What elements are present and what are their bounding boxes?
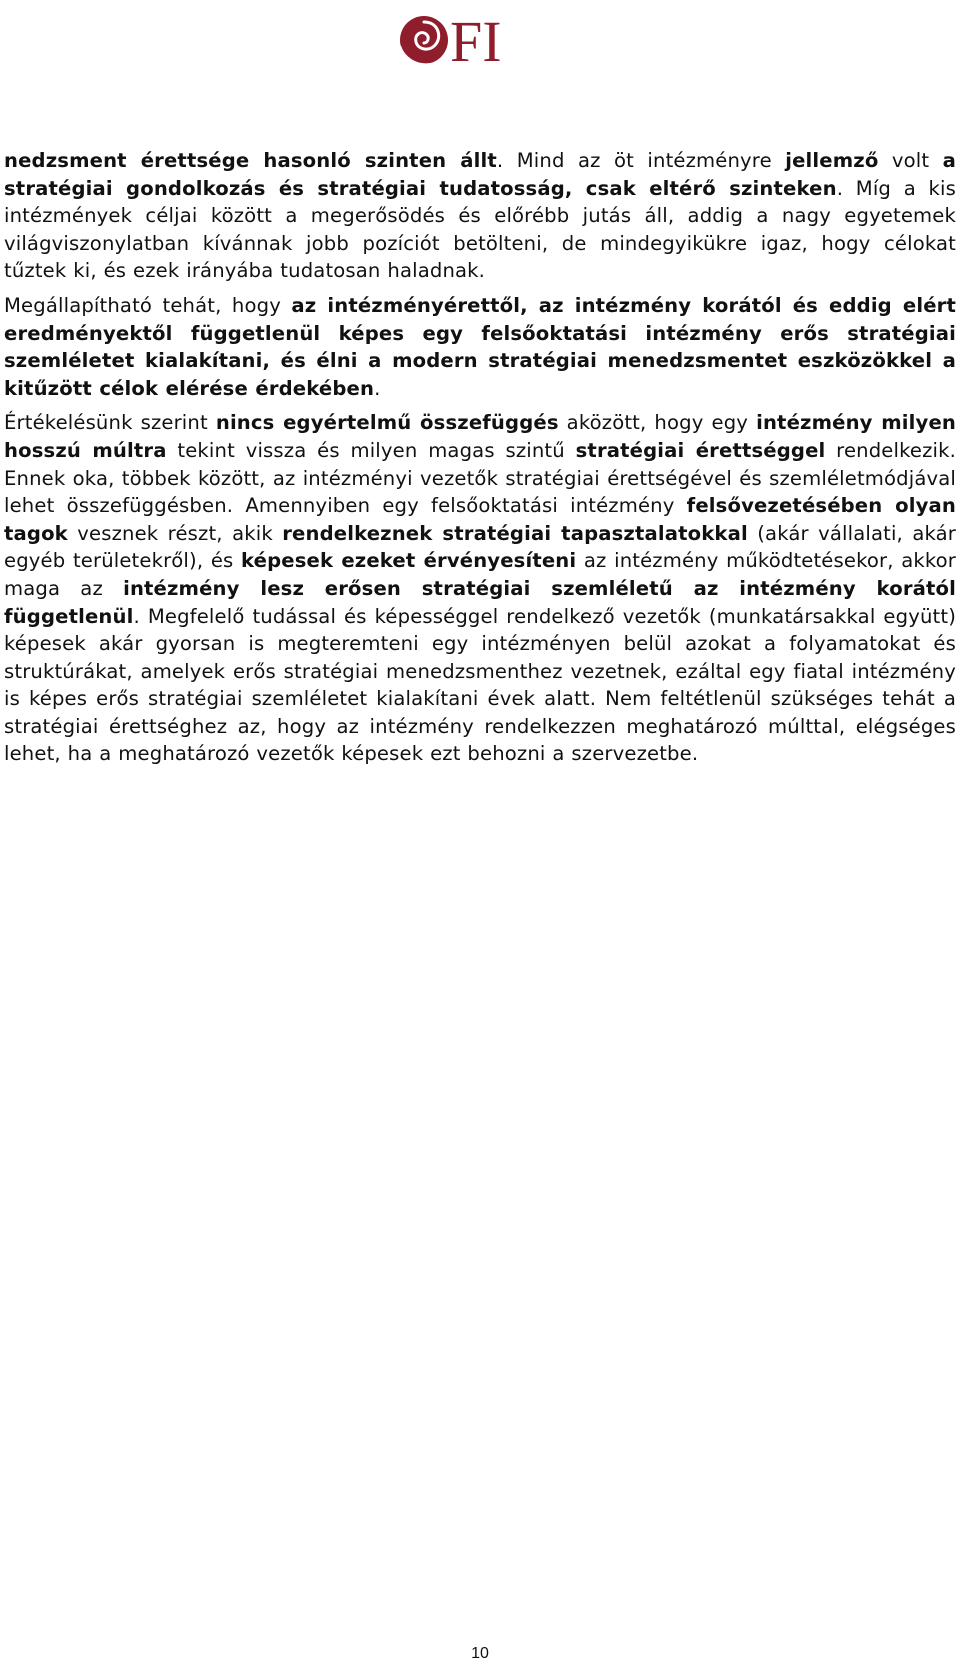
text-run: . Megfelelő tudással és képességgel rendelkező vezetők (munkatársakkal együtt) képesek akár gyorsan is megteremteni egy intézményen belül azokat a folyamatokat és struktúrákat, amelyek erős stratégiai menedzsmenthez vezetnek, ezáltal egy fiatal intézmény is képes erős stratégiai szemléletet kialakítani évek alatt. Nem feltétlenül szükséges tehát a stratégiai érettséghez az, hogy az intézmény rendelkezzen meghatározó múlttal, elégséges lehet, ha a meghatározó vezetők képesek ezt behozni a szervezetbe.: [4, 604, 956, 766]
text-run: volt: [878, 149, 943, 172]
bold-text: képesek ezeket érvényesíteni: [241, 549, 577, 573]
bold-text: a stratégiai gondolkozás és stratégiai tudatosság, csak eltérő szinteken: [4, 149, 956, 200]
logo-text: FI: [450, 9, 502, 68]
paragraph: [4, 409, 956, 768]
page-number: 10: [471, 1645, 489, 1662]
bold-text: az intézményérettől, az intézmény korától és eddig elért eredményektől függetlenül képes egy felsőoktatási intézmény erős stratégiai szemléletet kialakítani, és élni a modern stratégiai menedzsmentet eszközökkel a kitűzött célok elérése érdekében: [4, 293, 956, 400]
ofi-logo: [394, 6, 520, 68]
text-run: aközött, hogy egy: [558, 411, 757, 435]
text-run: vesznek részt, akik: [67, 521, 283, 545]
text-run: rendelkezik. Ennek oka, többek között, az intézményi vezetők stratégiai érettségével és szemléletmódjával lehet összefüggésben. Amennyiben egy felsőoktatási intézmény: [4, 438, 957, 518]
bold-text: nincs egyértelmű összefüggés: [215, 411, 559, 435]
paragraph: [4, 147, 956, 285]
text-run: .: [374, 376, 381, 400]
bold-text: felsővezetésében olyan tagok: [4, 494, 956, 545]
paragraph: [4, 292, 956, 402]
document-body: [4, 147, 956, 775]
text-run: Értékelésünk szerint: [4, 411, 216, 435]
text-run: az intézmény működtetésekor, akkor maga az: [4, 549, 957, 600]
text-run: tekint vissza és milyen magas szintű: [166, 438, 576, 462]
bold-text: rendelkeznek stratégiai tapasztalatokkal: [282, 521, 748, 545]
bold-text: nedzsment érettsége hasonló szinten állt: [4, 149, 497, 172]
bold-text: stratégiai érettséggel: [575, 438, 826, 462]
ofi-logo-mark: [394, 6, 520, 68]
bold-text: intézmény lesz erősen stratégiai szemléletű az intézmény korától függetlenül: [4, 576, 957, 628]
text-run: (akár vállalati, akár egyéb területekről), és: [4, 521, 957, 573]
text-run: . Mind az öt intézményre: [496, 149, 786, 172]
text-run: Megállapítható tehát, hogy: [4, 293, 292, 317]
text-run: . Míg a kis intézmények céljai között a megerősödés és előrébb jutás áll, addig a nagy egyetemek világviszonylatban kívánnak jobb pozíciót betölteni, de mindegyikükre igaz, hogy célokat tűztek ki, és ezek irányába tudatosan haladnak.: [4, 176, 956, 283]
bold-text: jellemző: [785, 149, 879, 172]
bold-text: intézmény milyen hosszú múltra: [4, 411, 956, 462]
